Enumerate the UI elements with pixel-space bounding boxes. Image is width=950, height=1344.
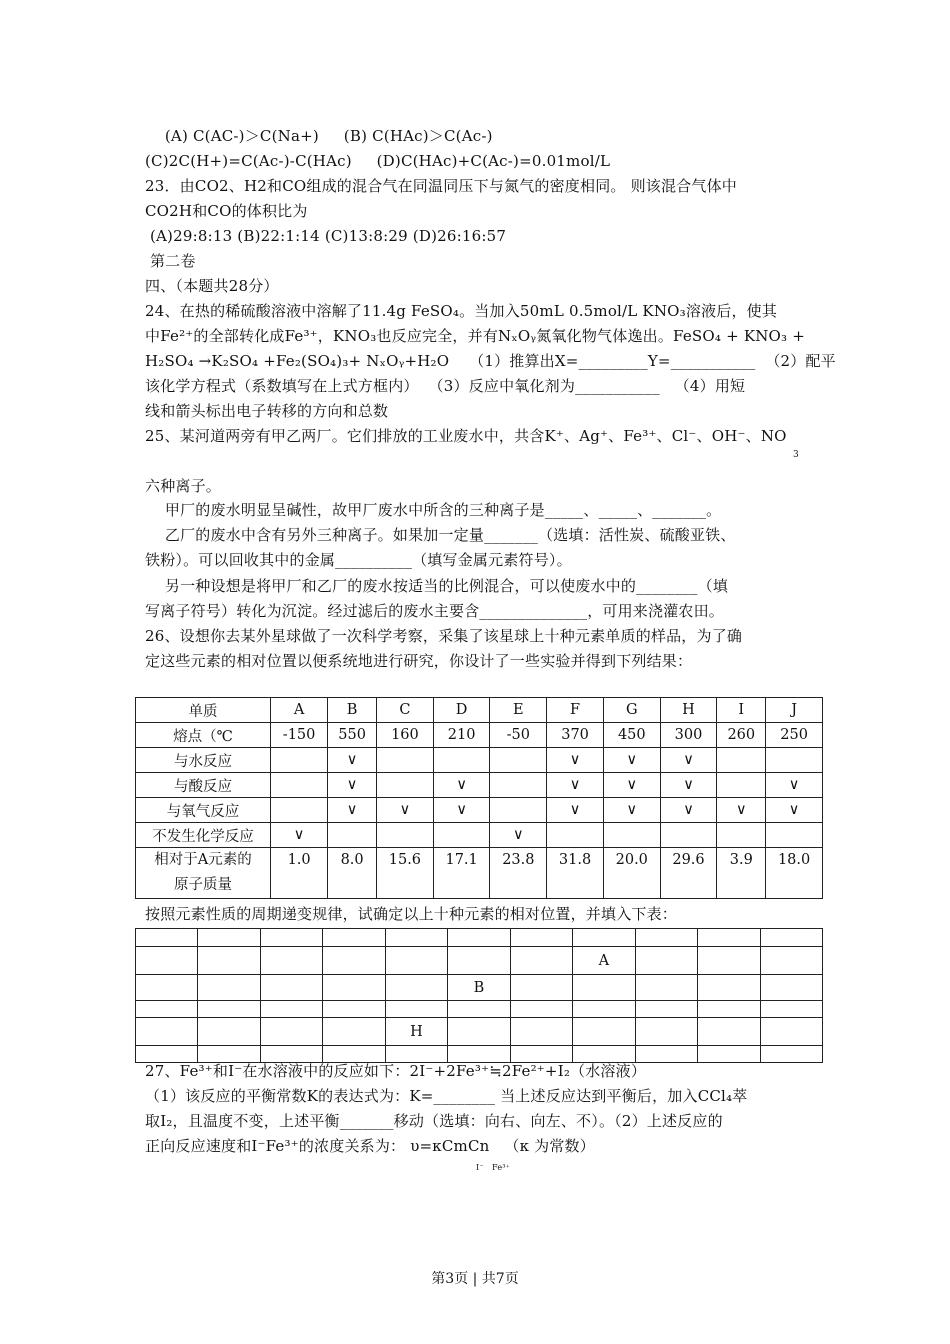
table-row [136, 848, 823, 899]
table-cell [717, 748, 766, 773]
table-cell: 与酸反应 [136, 773, 271, 798]
table-cell[interactable] [573, 1018, 636, 1046]
table-cell [271, 773, 328, 798]
table-cell: 1.0 [271, 848, 328, 899]
table-cell[interactable] [385, 1046, 448, 1063]
table-cell: 与氧气反应 [136, 798, 271, 823]
table-cell[interactable] [573, 1046, 636, 1063]
table-cell [271, 748, 328, 773]
table-cell[interactable] [385, 929, 448, 947]
option-line: (C)2C(H+)=C(Ac-)-C(HAc) (D)C(HAc)+C(Ac-)=0.01mol/L [145, 152, 611, 170]
table-cell[interactable] [198, 975, 260, 1001]
table-cell: ∨ [717, 798, 766, 823]
table-cell[interactable] [698, 1001, 760, 1018]
table-cell: 300 [660, 723, 717, 748]
table-cell[interactable] [136, 1001, 198, 1018]
table-cell[interactable]: H [385, 1018, 448, 1046]
question-23-cont: CO2H和CO的体积比为 [145, 202, 308, 220]
part-title: 四、（本题共28分） [145, 277, 279, 295]
question-27-line: 取I₂，且温度不变，上述平衡_______移动（选填：向右、向左、不）。（2）上述反应的 [145, 1112, 723, 1130]
table-cell: 31.8 [547, 848, 604, 899]
table-cell[interactable] [448, 929, 511, 947]
table-cell: E [490, 698, 547, 723]
table-cell: ∨ [433, 798, 490, 823]
periodic-position-table [135, 928, 823, 1063]
table-cell[interactable] [136, 1046, 198, 1063]
table-cell: ∨ [433, 773, 490, 798]
table-cell [766, 823, 823, 848]
table-cell[interactable] [323, 1018, 385, 1046]
table-cell[interactable] [260, 929, 322, 947]
table-cell: I [717, 698, 766, 723]
table-cell: ∨ [328, 748, 377, 773]
table-cell[interactable] [323, 929, 385, 947]
question-25-line: 六种离子。 [145, 477, 222, 495]
question-23: 23．由CO2、H2和CO组成的混合气在同温同压下与氮气的密度相同。 则该混合气体中 [145, 177, 737, 195]
question-23-options: (A)29:8:13 (B)22:1:14 (C)13:8:29 (D)26:16:57 [145, 227, 507, 245]
table-cell: 18.0 [766, 848, 823, 899]
table-cell[interactable] [635, 929, 697, 947]
table-cell[interactable] [198, 929, 260, 947]
table-cell: 250 [766, 723, 823, 748]
table-cell[interactable] [385, 975, 448, 1001]
table-cell[interactable] [198, 947, 260, 975]
table-cell[interactable] [698, 1018, 760, 1046]
table-cell: 23.8 [490, 848, 547, 899]
question-24-line: H₂SO₄ →K₂SO₄ +Fe₂(SO₄)₃+ NₓOᵧ+H₂O （1）推算出X=_________Y=___________ （2）配平 [145, 352, 836, 370]
table-cell[interactable] [698, 947, 760, 975]
table-cell: G [603, 698, 660, 723]
table-cell: ∨ [377, 798, 434, 823]
table-cell: 550 [328, 723, 377, 748]
table-cell[interactable] [760, 947, 822, 975]
option-line: (A) C(AC-)＞C(Na+) (B) C(HAc)＞C(Ac-) [145, 127, 493, 145]
table-cell [603, 823, 660, 848]
table-cell: H [660, 698, 717, 723]
table-cell: 相对于A元素的 原子质量 [136, 848, 271, 899]
table-cell[interactable] [760, 1046, 822, 1063]
table-cell[interactable] [635, 1018, 697, 1046]
table-cell[interactable] [510, 1046, 572, 1063]
question-24-line: 线和箭头标出电子转移的方向和总数 [145, 402, 389, 420]
table-cell: ∨ [547, 773, 604, 798]
table-cell [766, 748, 823, 773]
question-24-line: 该化学方程式（系数填写在上式方框内） （3）反应中氧化剂为___________ （4）用短 [145, 377, 746, 395]
table-cell [717, 823, 766, 848]
table-cell: ∨ [603, 798, 660, 823]
table-cell: ∨ [547, 748, 604, 773]
table-cell[interactable] [260, 947, 322, 975]
table-cell: C [377, 698, 434, 723]
table2-caption: 按照元素性质的周期递变规律，试确定以上十种元素的相对位置，并填入下表： [145, 905, 678, 923]
table-row [136, 947, 823, 975]
table-cell[interactable] [260, 1046, 322, 1063]
table-cell: 15.6 [377, 848, 434, 899]
table-cell [433, 748, 490, 773]
table-cell: 370 [547, 723, 604, 748]
table-cell: A [271, 698, 328, 723]
table-cell: ∨ [766, 773, 823, 798]
table-cell[interactable] [260, 1018, 322, 1046]
table-cell[interactable] [510, 947, 572, 975]
table-cell[interactable] [323, 947, 385, 975]
table-cell[interactable]: B [448, 975, 511, 1001]
table-cell: 450 [603, 723, 660, 748]
table-cell: ∨ [766, 798, 823, 823]
table-cell[interactable] [260, 975, 322, 1001]
table-cell [377, 748, 434, 773]
table-cell: ∨ [603, 748, 660, 773]
table-cell [433, 823, 490, 848]
question-27-line: （1）该反应的平衡常数K的表达式为：K=________ 当上述反应达到平衡后，加入CCl₄萃 [145, 1087, 748, 1105]
table-cell [547, 823, 604, 848]
table-cell[interactable] [698, 929, 760, 947]
table-cell[interactable] [385, 1001, 448, 1018]
table-cell[interactable] [198, 1046, 260, 1063]
table-cell: 熔点（℃ [136, 723, 271, 748]
question-26-line: 定这些元素的相对位置以便系统地进行研究，你设计了一些实验并得到下列结果： [145, 652, 693, 670]
table-cell[interactable]: A [573, 947, 636, 975]
table-cell[interactable] [698, 975, 760, 1001]
table-row [136, 1046, 823, 1063]
question-26: 26、设想你去某外星球做了一次科学考察，采集了该星球上十种元素单质的样品，为了确 [145, 627, 743, 645]
table-cell[interactable] [448, 1001, 511, 1018]
table-cell: 210 [433, 723, 490, 748]
table-row [136, 1018, 823, 1046]
table-cell: F [547, 698, 604, 723]
table-cell [717, 773, 766, 798]
table-cell: 不发生化学反应 [136, 823, 271, 848]
table-cell: 20.0 [603, 848, 660, 899]
table-cell [328, 823, 377, 848]
question-24: 24、在热的稀硫酸溶液中溶解了11.4g FeSO₄。当加入50mL 0.5mol/L KNO₃溶液后，使其 [145, 302, 778, 320]
table-cell[interactable] [635, 947, 697, 975]
table-cell[interactable] [510, 975, 572, 1001]
table-cell: D [433, 698, 490, 723]
question-25-line: 铁粉）。可以回收其中的金属__________（填写金属元素符号）。 [145, 551, 572, 569]
question-27-line: 正向反应速度和I⁻Fe³⁺的浓度关系为： υ=κCmCn （κ 为常数） [145, 1137, 595, 1155]
question-27: 27、Fe³⁺和I⁻在水溶液中的反应如下：2I⁻+2Fe³⁺≒2Fe²⁺+I₂（水溶液） [145, 1062, 647, 1080]
table-row [136, 773, 823, 798]
table-cell: J [766, 698, 823, 723]
no3-subscript: 3 [793, 450, 799, 460]
table-cell [271, 798, 328, 823]
table-cell: ∨ [271, 823, 328, 848]
table-cell [490, 773, 547, 798]
table-cell[interactable] [448, 1046, 511, 1063]
table-cell: ∨ [490, 823, 547, 848]
table-cell[interactable] [323, 1001, 385, 1018]
table-cell[interactable] [323, 975, 385, 1001]
table-cell[interactable] [635, 1046, 697, 1063]
table-cell[interactable] [760, 1001, 822, 1018]
question-25: 25、某河道两旁有甲乙两厂。它们排放的工业废水中，共含K⁺、Ag⁺、Fe³⁺、Cl⁻、OH⁻、NO [145, 427, 787, 445]
table-cell: -50 [490, 723, 547, 748]
table-cell: 160 [377, 723, 434, 748]
table-cell [377, 823, 434, 848]
table-cell: 17.1 [433, 848, 490, 899]
table-cell[interactable] [136, 975, 198, 1001]
table-row [136, 975, 823, 1001]
question-25-line: 另一种设想是将甲厂和乙厂的废水按适当的比例混合，可以使废水中的________（填 [145, 577, 729, 595]
question-24-line: 中Fe²⁺的全部转化成Fe³⁺，KNO₃也反应完全，并有NₓOᵧ氮氧化物气体逸出。FeSO₄ + KNO₃ + [145, 327, 805, 345]
table-row [136, 823, 823, 848]
table-cell[interactable] [136, 1018, 198, 1046]
table-cell: 单质 [136, 698, 271, 723]
table-cell [660, 823, 717, 848]
table-cell: 260 [717, 723, 766, 748]
table-cell: 与水反应 [136, 748, 271, 773]
table-row [136, 698, 823, 723]
table-cell: ∨ [660, 798, 717, 823]
table-cell: 29.6 [660, 848, 717, 899]
table-cell: 8.0 [328, 848, 377, 899]
table-cell [377, 773, 434, 798]
table-cell[interactable] [573, 929, 636, 947]
table-cell: ∨ [547, 798, 604, 823]
table-cell[interactable] [510, 929, 572, 947]
table-cell: ∨ [603, 773, 660, 798]
table-cell[interactable] [385, 947, 448, 975]
table-row [136, 1001, 823, 1018]
table-cell[interactable] [198, 1001, 260, 1018]
table-cell[interactable] [635, 975, 697, 1001]
table-cell[interactable] [698, 1046, 760, 1063]
table-cell[interactable] [760, 1018, 822, 1046]
table-cell[interactable] [136, 929, 198, 947]
table-cell[interactable] [573, 975, 636, 1001]
section-title: 第二卷 [145, 252, 196, 270]
table-cell[interactable] [136, 947, 198, 975]
table-cell [490, 798, 547, 823]
table-cell: ∨ [660, 773, 717, 798]
question-25-line: 乙厂的废水中含有另外三种离子。如果加一定量_______（选填：活性炭、硫酸亚铁、 [145, 526, 736, 544]
table-cell[interactable] [510, 1001, 572, 1018]
table-cell[interactable] [760, 929, 822, 947]
page-footer: 第3页 | 共7页 [431, 1271, 519, 1287]
table-cell[interactable] [510, 1018, 572, 1046]
rate-subscripts: I⁻ Fe³⁺ [476, 1163, 511, 1172]
table-row [136, 798, 823, 823]
question-25-line: 甲厂的废水明显呈碱性，故甲厂废水中所含的三种离子是_____、_____、_______。 [145, 501, 722, 519]
question-25-line: 写离子符号）转化为沉淀。经过滤后的废水主要含______________，可用来浇灌农田。 [145, 602, 725, 620]
table-row [136, 929, 823, 947]
table-row [136, 723, 823, 748]
table-cell [490, 748, 547, 773]
table-cell: B [328, 698, 377, 723]
table-cell: ∨ [660, 748, 717, 773]
table-row [136, 748, 823, 773]
table-cell: ∨ [328, 798, 377, 823]
table-cell[interactable] [760, 975, 822, 1001]
table-cell: -150 [271, 723, 328, 748]
table-cell[interactable] [323, 1046, 385, 1063]
element-properties-table [135, 697, 823, 899]
table-cell[interactable] [573, 1001, 636, 1018]
table-cell[interactable] [260, 1001, 322, 1018]
table-cell[interactable] [448, 1018, 511, 1046]
table-cell[interactable] [198, 1018, 260, 1046]
table-cell: 3.9 [717, 848, 766, 899]
table-cell: ∨ [328, 773, 377, 798]
table-cell[interactable] [635, 1001, 697, 1018]
table-cell[interactable] [448, 947, 511, 975]
